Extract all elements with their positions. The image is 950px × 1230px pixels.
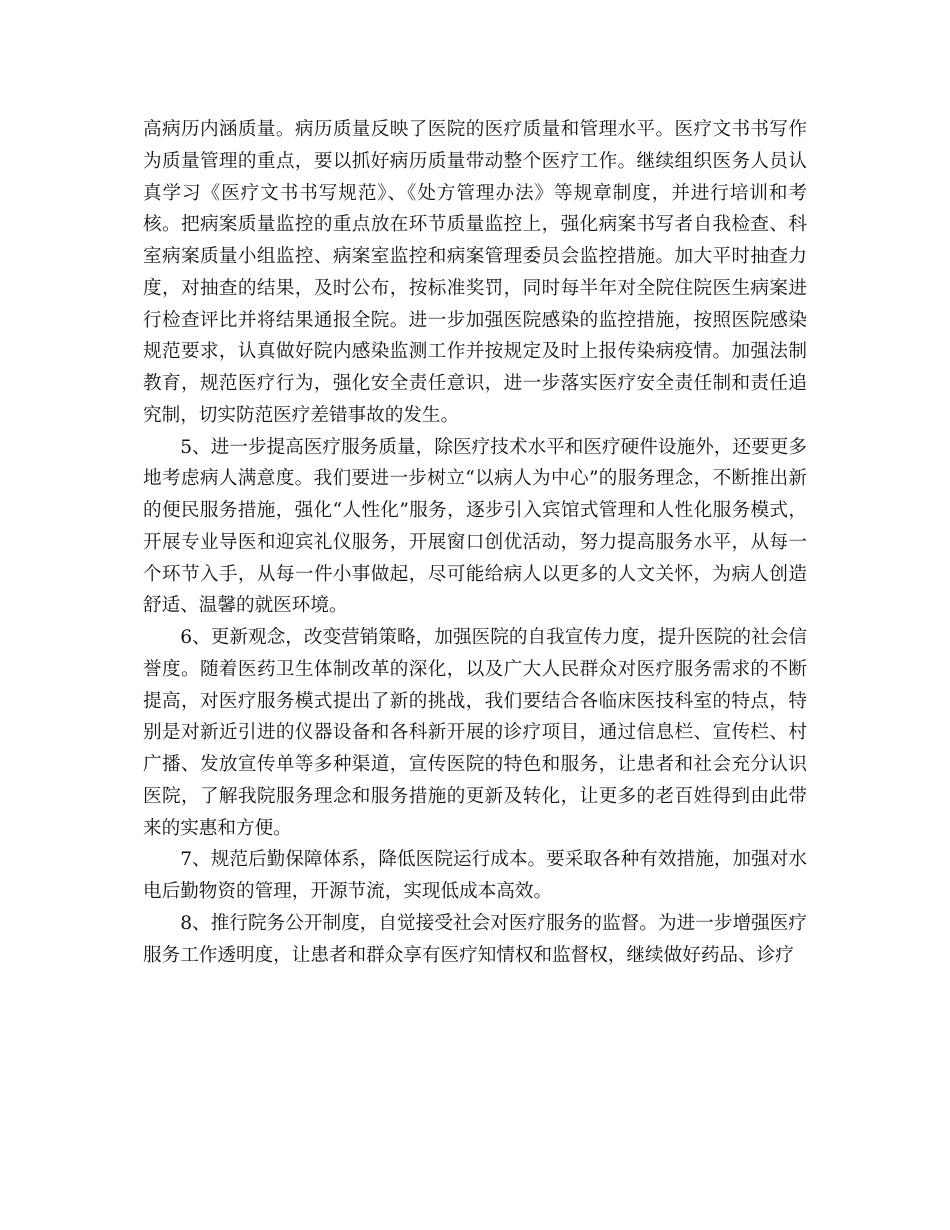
paragraph-3: 6、更新观念，改变营销策略，加强医院的自我宣传力度，提升医院的社会信誉度。随着医药卫生体制改革的深化，以及广大人民群众对医疗服务需求的不断提高，对医疗服务模式提出了新的挑战，我们要结合各临床医技科室的特点，特别是对新近引进的仪器设备和各科新开展的诊疗项目，通过信息栏、宣传栏、村广播、发放宣传单等多种渠道，宣传医院的特色和服务，让患者和社会充分认识医院，了解我院服务理念和服务措施的更新及转化，让更多的老百姓得到由此带来的实惠和方便。 <box>143 627 807 839</box>
paragraph-1: 高病历内涵质量。病历质量反映了医院的医疗质量和管理水平。医疗文书书写作为质量管理的重点，要以抓好病历质量带动整个医疗工作。继续组织医务人员认真学习《医疗文书书写规范》、《处方管理办法》等规章制度，并进行培训和考核。把病案质量监控的重点放在环节质量监控上，强化病案书写者自我检查、科室病案质量小组监控、病案室监控和病案管理委员会监控措施。加大平时抽查力度，对抽查的结果，及时公布，按标准奖罚，同时每半年对全院住院医生病案进行检查评比并将结果通报全院。进一步加强医院感染的监控措施，按照医院感染规范要求，认真做好院内感染监测工作并按规定及时上报传染病疫情。加强法制教育，规范医疗行为，强化安全责任意识，进一步落实医疗安全责任制和责任追究制，切实防范医疗差错事故的发生。 <box>143 119 807 426</box>
paragraph-4: 7、规范后勤保障体系，降低医院运行成本。要采取各种有效措施，加强对水电后勤物资的管理，开源节流，实现低成本高效。 <box>143 849 807 902</box>
paragraph-2: 5、进一步提高医疗服务质量，除医疗技术水平和医疗硬件设施外，还要更多地考虑病人满意度。我们要进一步树立“以病人为中心”的服务理念，不断推出新的便民服务措施，强化“人性化”服务，逐步引入宾馆式管理和人性化服务模式，开展专业导医和迎宾礼仪服务，开展窗口创优活动，努力提高服务水平，从每一个环节入手，从每一件小事做起，尽可能给病人以更多的人文关怀，为病人创造舒适、温馨的就医环境。 <box>143 436 807 617</box>
document-page <box>143 114 807 971</box>
paragraph-5: 8、推行院务公开制度，自觉接受社会对医疗服务的监督。为进一步增强医疗服务工作透明度，让患者和群众享有医疗知情权和监督权，继续做好药品、诊疗 <box>143 912 807 966</box>
